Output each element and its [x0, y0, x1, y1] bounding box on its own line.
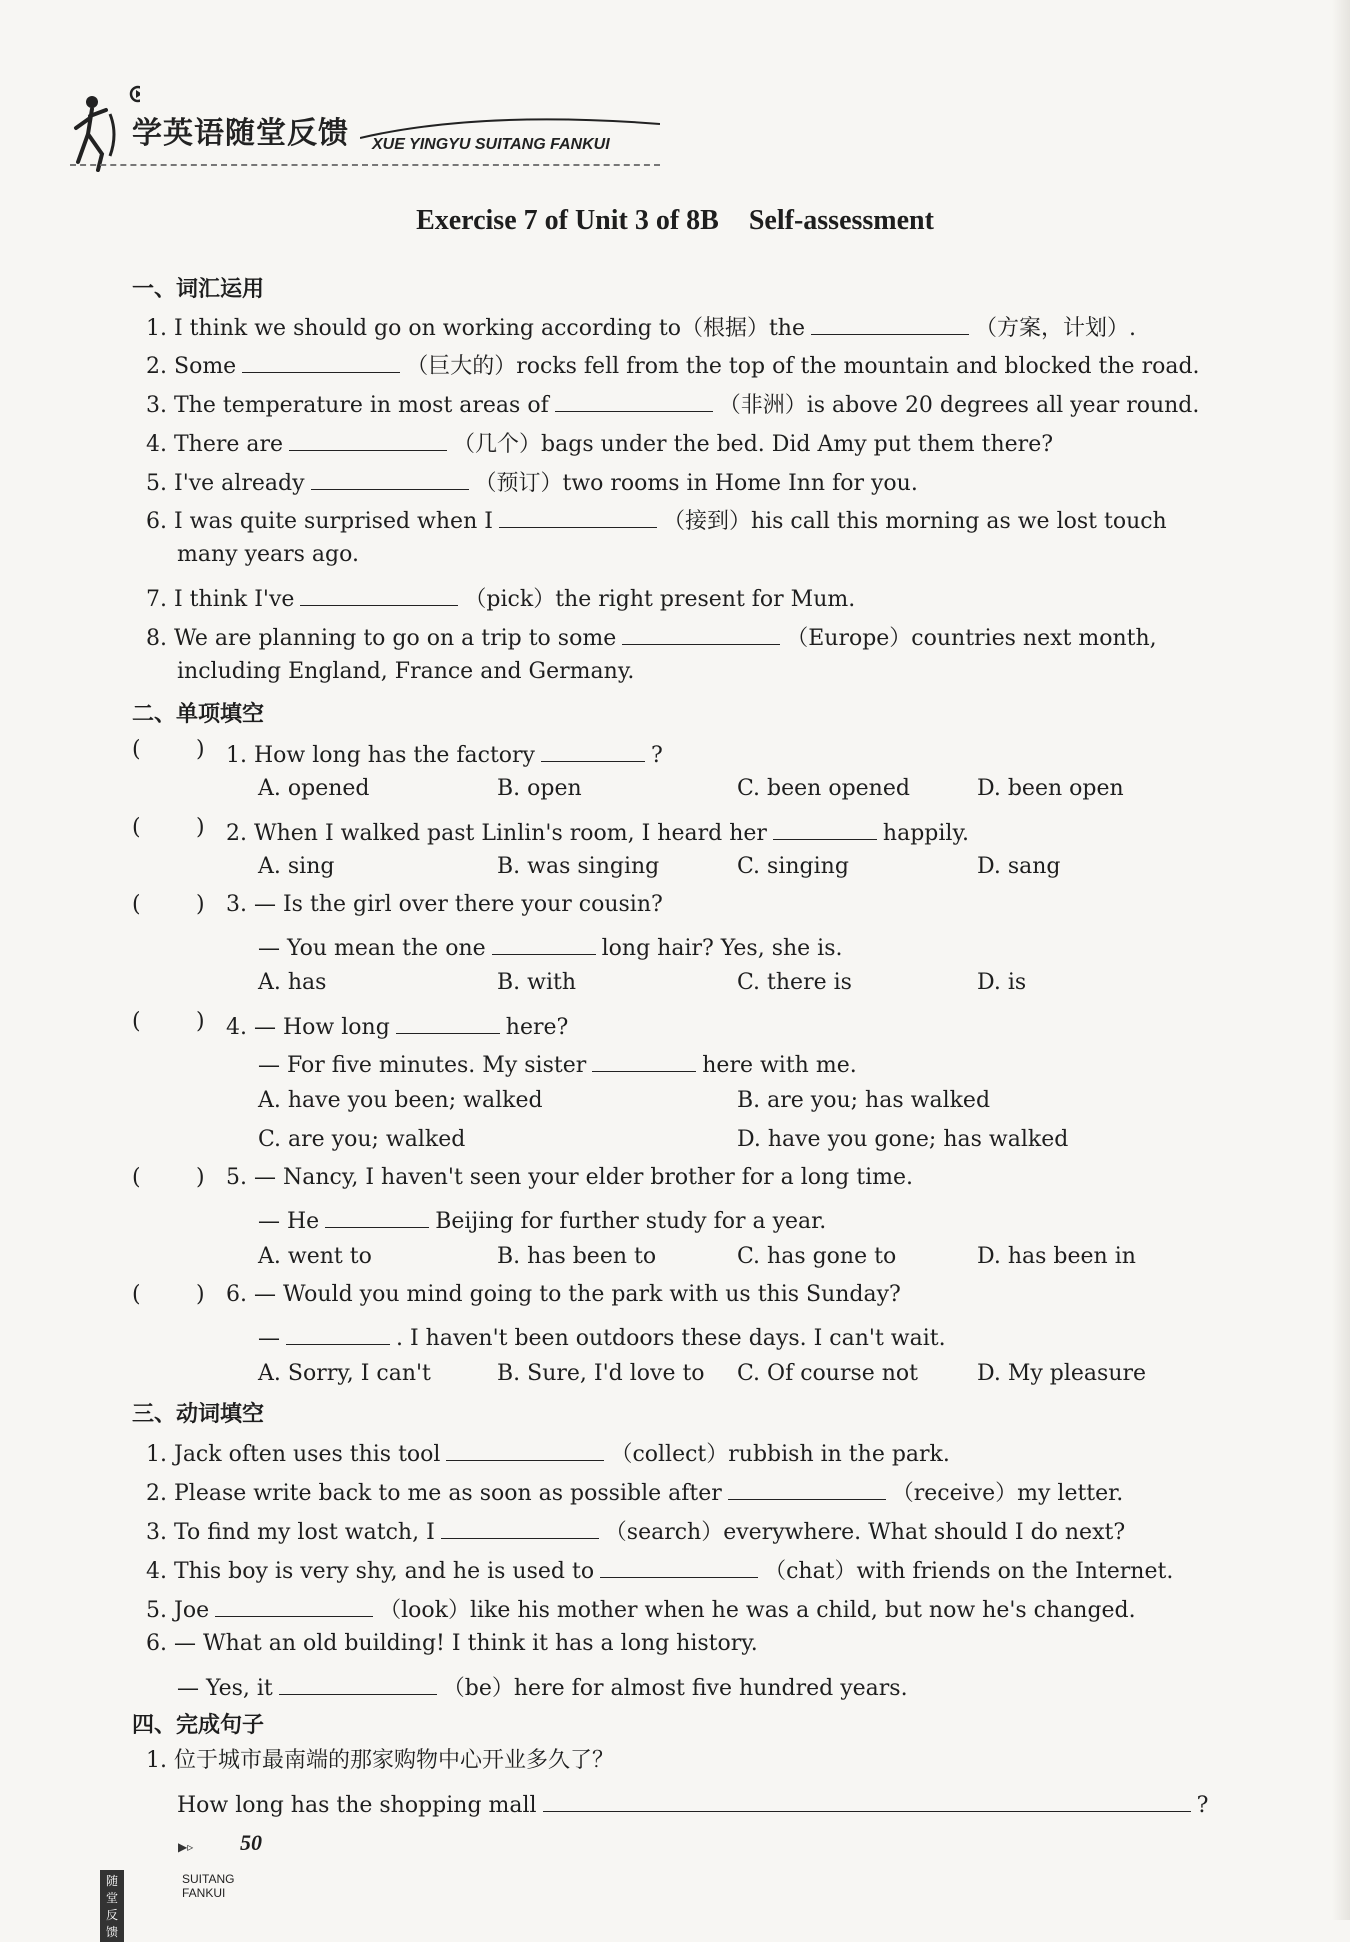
- item-number: 6.: [146, 509, 167, 534]
- option-c[interactable]: C. are you; walked: [258, 1127, 466, 1152]
- question-text: — For five minutes. My sister: [258, 1053, 587, 1078]
- s1-item-7: [146, 583, 855, 611]
- bracket-right: ): [196, 1009, 205, 1034]
- header-divider: [70, 164, 660, 166]
- page-title: [0, 205, 1350, 237]
- option-a[interactable]: A. opened: [258, 776, 370, 801]
- option-c[interactable]: C. has gone to: [737, 1244, 897, 1269]
- bracket-left: (: [132, 737, 141, 762]
- option-b[interactable]: B. was singing: [497, 854, 660, 879]
- section-3-heading: 三、动词填空: [132, 1402, 265, 1427]
- title-sub: Self-assessment: [748, 205, 934, 236]
- option-c[interactable]: C. there is: [737, 970, 852, 995]
- answer-blank[interactable]: [541, 739, 645, 762]
- option-a[interactable]: A. has: [258, 970, 327, 995]
- item-number: 1.: [146, 316, 167, 341]
- item-text: （预订）two rooms in Home Inn for you.: [474, 471, 918, 496]
- s2-q6-reply: [258, 1322, 946, 1350]
- item-text: （几个）bags under the bed. Did Amy put them there?: [453, 432, 1054, 457]
- bracket-right: ): [196, 815, 205, 840]
- question-number: 4.: [226, 1015, 247, 1040]
- option-a[interactable]: A. have you been; walked: [258, 1088, 543, 1113]
- item-text: （receive）my letter.: [891, 1481, 1124, 1506]
- option-d[interactable]: D. is: [977, 970, 1027, 995]
- item-number: 3.: [146, 393, 167, 418]
- question-number: 5.: [226, 1165, 247, 1190]
- question-text: long hair? Yes, she is.: [601, 936, 843, 961]
- question-text: — Is the girl over there your cousin?: [254, 892, 663, 917]
- item-number: 2.: [146, 1481, 167, 1506]
- section-1-heading: 一、词汇运用: [132, 277, 265, 302]
- question-text: — You mean the one: [258, 936, 486, 961]
- question-text: . I haven't been outdoors these days. I can't wait.: [396, 1326, 946, 1351]
- item-text: （collect）rubbish in the park.: [610, 1442, 950, 1467]
- option-c[interactable]: C. been opened: [737, 776, 910, 801]
- option-d[interactable]: D. been open: [977, 776, 1124, 801]
- book-series-title: 学英语随堂反馈: [132, 116, 349, 151]
- option-d[interactable]: D. sang: [977, 854, 1061, 879]
- chinese-prompt: 位于城市最南端的那家购物中心开业多久了？: [174, 1748, 615, 1773]
- s1-item-6-cont: many years ago.: [177, 542, 359, 567]
- answer-bracket[interactable]: [132, 892, 205, 917]
- answer-bracket[interactable]: [132, 1282, 205, 1307]
- item-text: （Europe）countries next month,: [786, 626, 1157, 651]
- option-d[interactable]: D. My pleasure: [977, 1361, 1147, 1386]
- s3-item-5: [146, 1594, 1136, 1622]
- question-number: 1.: [226, 743, 247, 768]
- answer-blank[interactable]: [215, 1594, 373, 1617]
- question-text: — Would you mind going to the park with us this Sunday?: [254, 1282, 901, 1307]
- question-text: When I walked past Linlin's room, I heard her: [254, 821, 767, 846]
- item-text: This boy is very shy, and he is used to: [174, 1559, 595, 1584]
- title-main: Exercise 7 of Unit 3 of 8B: [416, 205, 719, 236]
- s3-item-6-reply: [177, 1672, 908, 1700]
- answer-blank[interactable]: [311, 467, 469, 490]
- answer-blank[interactable]: [289, 428, 447, 451]
- answer-bracket[interactable]: [132, 737, 205, 762]
- answer-blank[interactable]: [300, 583, 458, 606]
- question-text: here with me.: [702, 1053, 857, 1078]
- question-text: here?: [505, 1015, 569, 1040]
- answer-blank[interactable]: [242, 350, 400, 373]
- item-text: （chat）with friends on the Internet.: [764, 1559, 1174, 1584]
- s1-item-5: [146, 467, 918, 495]
- bracket-left: (: [132, 1165, 141, 1190]
- item-number: 8.: [146, 626, 167, 651]
- s2-q6-stem: [226, 1284, 901, 1306]
- bracket-right: ): [196, 737, 205, 762]
- answer-blank[interactable]: [499, 505, 657, 528]
- answer-blank[interactable]: [396, 1011, 500, 1034]
- s1-item-3: [146, 389, 1199, 417]
- item-text: Some: [174, 354, 237, 379]
- question-text: happily.: [882, 821, 969, 846]
- question-text: — How long: [254, 1015, 390, 1040]
- bracket-left: (: [132, 815, 141, 840]
- answer-blank[interactable]: [622, 622, 780, 645]
- option-a[interactable]: A. sing: [258, 854, 335, 879]
- item-text: The temperature in most areas of: [174, 393, 549, 418]
- item-number: 1.: [146, 1442, 167, 1467]
- s2-q1-stem: [226, 739, 663, 767]
- item-text: I was quite surprised when I: [174, 509, 493, 534]
- item-number: 3.: [146, 1520, 167, 1545]
- option-b[interactable]: B. are you; has walked: [737, 1088, 991, 1113]
- item-number: 6.: [146, 1631, 167, 1656]
- item-number: 2.: [146, 354, 167, 379]
- item-text: （be）here for almost five hundred years.: [442, 1676, 908, 1701]
- bracket-right: ): [196, 892, 205, 917]
- item-text: I think I've: [174, 587, 295, 612]
- item-text: （非洲）is above 20 degrees all year round.: [718, 393, 1200, 418]
- answer-blank[interactable]: [441, 1516, 599, 1539]
- answer-blank[interactable]: [446, 1438, 604, 1461]
- s3-item-4: [146, 1555, 1173, 1583]
- bracket-left: (: [132, 892, 141, 917]
- arrow-right-icon: ▶▹: [178, 1840, 194, 1854]
- answer-bracket[interactable]: [132, 1165, 205, 1190]
- s1-item-2: [146, 350, 1200, 378]
- item-text: （search）everywhere. What should I do next?: [604, 1520, 1126, 1545]
- bracket-left: (: [132, 1009, 141, 1034]
- item-text: There are: [174, 432, 284, 457]
- option-a[interactable]: A. went to: [258, 1244, 372, 1269]
- question-text: How long has the factory: [254, 743, 535, 768]
- item-text: — What an old building! I think it has a long history.: [174, 1631, 758, 1656]
- s2-q4-stem: [226, 1011, 568, 1039]
- answer-blank[interactable]: [773, 817, 877, 840]
- item-text: Please write back to me as soon as possible after: [174, 1481, 722, 1506]
- item-text: （look）like his mother when he was a child, but now he's changed.: [379, 1598, 1136, 1623]
- answer-blank[interactable]: [492, 932, 596, 955]
- option-b[interactable]: B. open: [497, 776, 582, 801]
- item-text: I think we should go on working according to（根据）the: [174, 316, 805, 341]
- item-text: I've already: [174, 471, 305, 496]
- item-number: 7.: [146, 587, 167, 612]
- question-text: —: [258, 1326, 280, 1351]
- answer-blank[interactable]: [600, 1555, 758, 1578]
- bracket-right: ): [196, 1165, 205, 1190]
- s1-item-6: [146, 505, 1167, 533]
- answer-blank[interactable]: [555, 389, 713, 412]
- item-text: （巨大的）rocks fell from the top of the mountain and blocked the road.: [406, 354, 1200, 379]
- option-b[interactable]: B. with: [497, 970, 577, 995]
- runner-logo-icon: [70, 84, 140, 174]
- item-text: （接到）his call this morning as we lost touch: [662, 509, 1167, 534]
- s1-item-1: [146, 312, 1136, 340]
- answer-blank[interactable]: [811, 312, 969, 335]
- s3-item-3: [146, 1516, 1125, 1544]
- s1-item-8-cont: including England, France and Germany.: [177, 659, 635, 684]
- s1-item-4: [146, 428, 1053, 456]
- option-c[interactable]: C. singing: [737, 854, 849, 879]
- page-number: 50: [240, 1830, 262, 1855]
- item-number: 5.: [146, 471, 167, 496]
- item-text: How long has the shopping mall: [177, 1793, 537, 1818]
- option-b[interactable]: B. has been to: [497, 1244, 657, 1269]
- answer-blank[interactable]: [286, 1322, 390, 1345]
- footer-badge-text: SUITANG FANKUI: [182, 1872, 235, 1900]
- book-series-pinyin: XUE YINGYU SUITANG FANKUI: [372, 136, 610, 153]
- s4-item-1-en: [177, 1789, 1208, 1817]
- question-text: — He: [258, 1209, 320, 1234]
- item-number: 5.: [146, 1598, 167, 1623]
- answer-bracket[interactable]: [132, 815, 205, 840]
- item-text: We are planning to go on a trip to some: [174, 626, 617, 651]
- s2-q4-reply: [258, 1049, 857, 1077]
- answer-blank[interactable]: [728, 1477, 886, 1500]
- s2-q3-stem: [226, 894, 663, 916]
- question-number: 2.: [226, 821, 247, 846]
- option-d[interactable]: D. has been in: [977, 1244, 1136, 1269]
- answer-bracket[interactable]: [132, 1009, 205, 1034]
- answer-blank[interactable]: [279, 1672, 437, 1695]
- question-text: — Nancy, I haven't seen your elder brother for a long time.: [254, 1165, 913, 1190]
- item-text: （pick）the right present for Mum.: [464, 587, 856, 612]
- item-text: To find my lost watch, I: [174, 1520, 435, 1545]
- section-4-heading: 四、完成句子: [132, 1713, 265, 1738]
- option-d[interactable]: D. have you gone; has walked: [737, 1127, 1069, 1152]
- footer-badge: 随堂反馈: [100, 1870, 124, 1942]
- item-text: Jack often uses this tool: [174, 1442, 441, 1467]
- option-b[interactable]: B. Sure, I'd love to: [497, 1361, 705, 1386]
- option-a[interactable]: A. Sorry, I can't: [258, 1361, 431, 1386]
- s3-item-2: [146, 1477, 1123, 1505]
- question-text: ?: [650, 743, 663, 768]
- answer-blank[interactable]: [325, 1205, 429, 1228]
- item-text: — Yes, it: [177, 1676, 273, 1701]
- item-text: Joe: [174, 1598, 210, 1623]
- s2-q3-reply: [258, 932, 843, 960]
- s3-item-1: [146, 1438, 950, 1466]
- s2-q2-stem: [226, 817, 969, 845]
- item-number: 1.: [146, 1748, 167, 1773]
- item-number: 4.: [146, 432, 167, 457]
- s1-item-8: [146, 622, 1157, 650]
- item-text: ?: [1196, 1793, 1209, 1818]
- question-number: 6.: [226, 1282, 247, 1307]
- answer-blank[interactable]: [543, 1789, 1191, 1812]
- option-c[interactable]: C. Of course not: [737, 1361, 919, 1386]
- s3-item-6: [146, 1633, 758, 1655]
- question-number: 3.: [226, 892, 247, 917]
- s4-item-1-cn: [146, 1750, 614, 1772]
- item-number: 4.: [146, 1559, 167, 1584]
- book-header: [70, 80, 670, 180]
- s2-q5-stem: [226, 1167, 913, 1189]
- bracket-left: (: [132, 1282, 141, 1307]
- section-2-heading: 二、单项填空: [132, 702, 265, 727]
- answer-blank[interactable]: [592, 1049, 696, 1072]
- page-edge-shadow: [1332, 0, 1350, 1920]
- bracket-right: ): [196, 1282, 205, 1307]
- s2-q5-reply: [258, 1205, 826, 1233]
- item-text: （方案，计划）.: [975, 316, 1136, 341]
- question-text: Beijing for further study for a year.: [435, 1209, 827, 1234]
